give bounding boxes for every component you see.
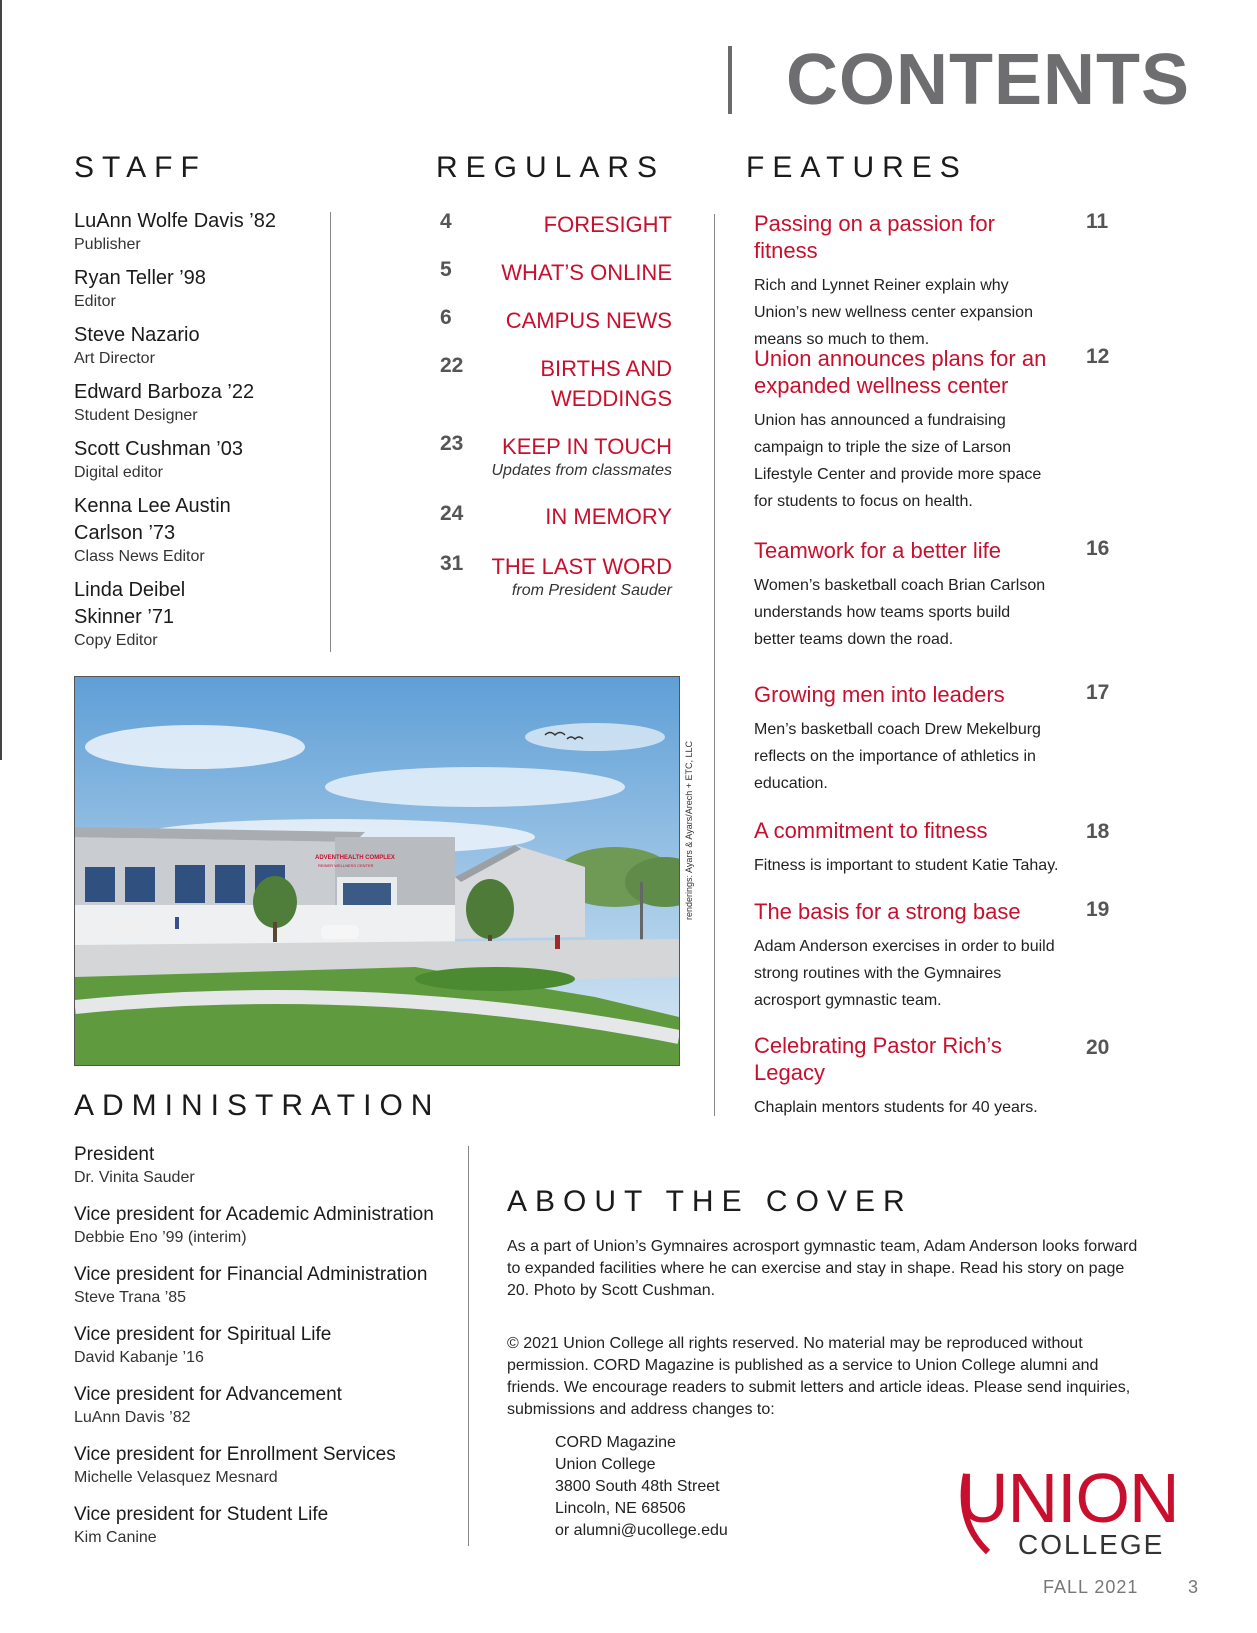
staff-name: Scott Cushman ’03	[74, 438, 243, 460]
issue-label: FALL 2021	[1043, 1577, 1139, 1597]
regulars-title: KEEP IN TOUCH	[502, 434, 672, 459]
staff-item	[74, 208, 334, 255]
feature-description: Union has announced a fundraising campaign to triple the size of Larson Lifestyle Center and provide more space for students to focus on health.	[754, 412, 1042, 510]
regulars-item[interactable]	[440, 354, 672, 424]
feature-title: Passing on a passion for fitness	[754, 211, 995, 263]
staff-name: Linda Deibel Skinner ’71	[74, 579, 186, 628]
left-edge-rule	[0, 0, 2, 760]
admin-name: Dr. Vinita Sauder	[74, 1169, 195, 1186]
feature-page: 20	[1086, 1036, 1110, 1059]
admin-name: Michelle Velasquez Mesnard	[74, 1469, 278, 1486]
about-text: As a part of Union’s Gymnaires acrosport gymnastic team, Adam Anderson looks forward to expanded facilities where he can exercise and stay in shape. Read his story on page 20. Photo by Scott Cushman.	[507, 1238, 1138, 1299]
feature-page: 19	[1086, 898, 1110, 921]
feature-item[interactable]	[754, 681, 1064, 797]
mailing-address	[555, 1432, 728, 1542]
admin-name: Debbie Eno ’99 (interim)	[74, 1229, 247, 1246]
regulars-item[interactable]	[440, 552, 672, 608]
regulars-item[interactable]	[440, 210, 672, 250]
feature-item[interactable]	[754, 1032, 1064, 1121]
regulars-page: 4	[440, 210, 452, 233]
logo-line1: UNION	[958, 1459, 1178, 1537]
feature-description: Adam Anderson exercises in order to build strong routines with the Gymnaires acrosport gymnastic team.	[754, 938, 1055, 1009]
regulars-page: 22	[440, 354, 464, 377]
staff-item	[74, 265, 334, 312]
feature-description: Chaplain mentors students for 40 years.	[754, 1099, 1038, 1116]
staff-role: Class News Editor	[74, 548, 205, 565]
feature-page: 11	[1086, 210, 1109, 233]
building-sign-sub: REINER WELLNESS CENTER	[318, 863, 374, 868]
feature-page: 12	[1086, 345, 1110, 368]
admin-name: Kim Canine	[74, 1529, 157, 1546]
staff-item	[74, 322, 334, 369]
admin-item	[74, 1382, 474, 1428]
regulars-title: WHAT’S ONLINE	[501, 260, 672, 285]
staff-role: Student Designer	[74, 407, 198, 424]
staff-role: Art Director	[74, 350, 155, 367]
staff-item	[74, 577, 334, 651]
feature-title: Celebrating Pastor Rich’s Legacy	[754, 1033, 1002, 1085]
feature-page: 17	[1086, 681, 1110, 704]
staff-list	[74, 208, 334, 661]
staff-name: LuAnn Wolfe Davis ’82	[74, 210, 276, 232]
admin-name: Steve Trana ’85	[74, 1289, 187, 1306]
feature-item[interactable]	[754, 898, 1064, 1014]
regulars-item[interactable]	[440, 502, 672, 542]
features-heading: FEATURES	[746, 151, 968, 184]
address-line: 3800 South 48th Street	[555, 1478, 720, 1495]
staff-name: Kenna Lee Austin Carlson ’73	[74, 495, 231, 544]
regulars-title: IN MEMORY	[545, 504, 672, 529]
staff-item	[74, 493, 334, 567]
regulars-title: THE LAST WORD	[491, 554, 672, 579]
regulars-item[interactable]	[440, 432, 672, 488]
feature-page: 18	[1086, 820, 1110, 843]
admin-title: President	[74, 1144, 155, 1165]
feature-title: Union announces plans for an expanded wellness center	[754, 346, 1047, 398]
logo-line2: COLLEGE	[1018, 1529, 1165, 1560]
address-line: CORD Magazine	[555, 1434, 676, 1451]
regulars-subtitle: Updates from classmates	[491, 462, 672, 479]
feature-title: Teamwork for a better life	[754, 538, 1001, 563]
admin-name: David Kabanje ’16	[74, 1349, 204, 1366]
admin-title: Vice president for Academic Administration	[74, 1204, 434, 1225]
union-college-logo	[958, 1452, 1178, 1562]
admin-item	[74, 1142, 474, 1188]
feature-page: 16	[1086, 537, 1110, 560]
regulars-page: 6	[440, 306, 452, 329]
regulars-page: 24	[440, 502, 464, 525]
feature-item[interactable]	[754, 817, 1064, 879]
admin-title: Vice president for Spiritual Life	[74, 1324, 332, 1345]
staff-role: Digital editor	[74, 464, 163, 481]
building-sign: ADVENTHEALTH COMPLEX	[315, 855, 395, 861]
regulars-item[interactable]	[440, 258, 672, 298]
staff-heading: STAFF	[74, 151, 207, 184]
admin-divider	[468, 1146, 469, 1546]
about-heading: ABOUT THE COVER	[507, 1185, 913, 1218]
staff-name: Edward Barboza ’22	[74, 381, 255, 403]
regulars-title: BIRTHS AND WEDDINGS	[540, 356, 672, 411]
feature-item[interactable]	[754, 345, 1064, 515]
feature-description: Rich and Lynnet Reiner explain why Union’s new wellness center expansion means so much to them.	[754, 277, 1033, 348]
regulars-page: 5	[440, 258, 452, 281]
staff-role: Editor	[74, 293, 116, 310]
page-title: CONTENTS	[786, 40, 1190, 120]
staff-name: Ryan Teller ’98	[74, 267, 206, 289]
rendering-illustration	[75, 677, 679, 1065]
staff-role: Copy Editor	[74, 632, 158, 649]
features-divider	[714, 214, 715, 1116]
admin-item	[74, 1442, 474, 1488]
regulars-subtitle: from President Sauder	[511, 582, 672, 599]
feature-description: Men’s basketball coach Drew Mekelburg reflects on the importance of athletics in education.	[754, 721, 1041, 792]
admin-title: Vice president for Financial Administration	[74, 1264, 428, 1285]
admin-item	[74, 1322, 474, 1368]
administration-list	[74, 1142, 474, 1558]
feature-title: Growing men into leaders	[754, 682, 1005, 707]
regulars-page: 23	[440, 432, 464, 455]
admin-name: LuAnn Davis ’82	[74, 1409, 191, 1426]
staff-role: Publisher	[74, 236, 141, 253]
rendering-credit: renderings: Ayars & Ayars/Arech + ETC, LLC	[684, 740, 694, 920]
staff-item	[74, 379, 334, 426]
feature-title: The basis for a strong base	[754, 899, 1021, 924]
regulars-title: CAMPUS NEWS	[505, 308, 672, 333]
regulars-heading: REGULARS	[436, 151, 666, 184]
wellness-center-rendering	[74, 676, 680, 1066]
staff-divider	[330, 212, 331, 652]
address-line: Union College	[555, 1456, 656, 1473]
regulars-title: FORESIGHT	[543, 212, 672, 237]
page-number: 3	[1188, 1577, 1199, 1597]
feature-description: Fitness is important to student Katie Tahay.	[754, 857, 1059, 874]
address-email[interactable]: or alumni@ucollege.edu	[555, 1522, 728, 1539]
admin-item	[74, 1202, 474, 1248]
admin-item	[74, 1262, 474, 1308]
feature-description: Women’s basketball coach Brian Carlson understands how teams sports build better teams down the road.	[754, 577, 1046, 648]
title-divider	[728, 46, 732, 114]
feature-item[interactable]	[754, 210, 1064, 353]
staff-item	[74, 436, 334, 483]
regulars-item[interactable]	[440, 306, 672, 346]
admin-title: Vice president for Enrollment Services	[74, 1444, 396, 1465]
copyright-text: © 2021 Union College all rights reserved. No material may be reproduced without permission. CORD Magazine is published as a service to Union College alumni and friends. We encourage readers to submit letters and article ideas. Please send inquiries, submissions and address changes to:	[507, 1335, 1131, 1418]
staff-name: Steve Nazario	[74, 324, 200, 346]
regulars-page: 31	[440, 552, 464, 575]
address-line: Lincoln, NE 68506	[555, 1500, 686, 1517]
feature-item[interactable]	[754, 537, 1064, 653]
administration-heading: ADMINISTRATION	[74, 1089, 441, 1122]
admin-item	[74, 1502, 474, 1548]
admin-title: Vice president for Advancement	[74, 1384, 342, 1405]
feature-title: A commitment to fitness	[754, 818, 988, 843]
admin-title: Vice president for Student Life	[74, 1504, 329, 1525]
